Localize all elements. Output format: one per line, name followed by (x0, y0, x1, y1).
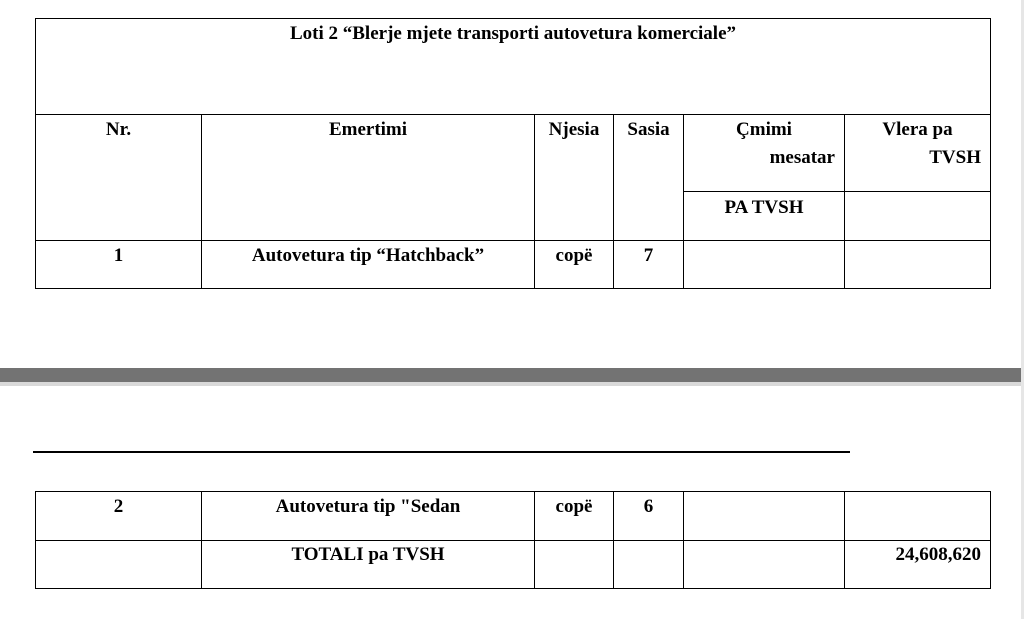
row-nr: 2 (113, 496, 124, 517)
table-border (35, 240, 991, 241)
row-emertimi: Autovetura tip "Sedan (275, 496, 461, 517)
table-border (35, 114, 991, 115)
lot-title: Loti 2 “Blerje mjete transporti autovetura komerciale” (289, 23, 737, 44)
header-cmimi-line3: PA TVSH (724, 197, 804, 218)
row-njesia: copë (555, 496, 593, 517)
table-border (35, 588, 991, 589)
header-njesia: Njesia (548, 119, 600, 140)
total-value: 24,608,620 (895, 544, 981, 565)
header-cmimi-line2: mesatar (769, 147, 835, 168)
header-nr: Nr. (105, 119, 132, 140)
row-njesia: copë (555, 245, 593, 266)
header-emertimi: Emertimi (328, 119, 408, 140)
table-border (844, 491, 845, 589)
total-label: TOTALI pa TVSH (291, 544, 445, 565)
header-sasia: Sasia (627, 119, 670, 140)
page-separator (0, 368, 1024, 382)
row-emertimi: Autovetura tip “Hatchback” (251, 245, 485, 266)
header-vlera-line2: TVSH (929, 147, 981, 168)
header-vlera-line1: Vlera pa (882, 119, 953, 140)
table-border (683, 491, 684, 589)
table-border (35, 288, 991, 289)
table-border (35, 491, 991, 492)
header-cmimi-line1: Çmimi (736, 119, 792, 140)
row-nr: 1 (113, 245, 124, 266)
table-border (990, 18, 991, 289)
table-border (35, 18, 991, 19)
row-sasia: 6 (643, 496, 654, 517)
table-border (990, 491, 991, 589)
table-border (683, 191, 991, 192)
horizontal-rule (33, 451, 850, 453)
row-sasia: 7 (643, 245, 654, 266)
